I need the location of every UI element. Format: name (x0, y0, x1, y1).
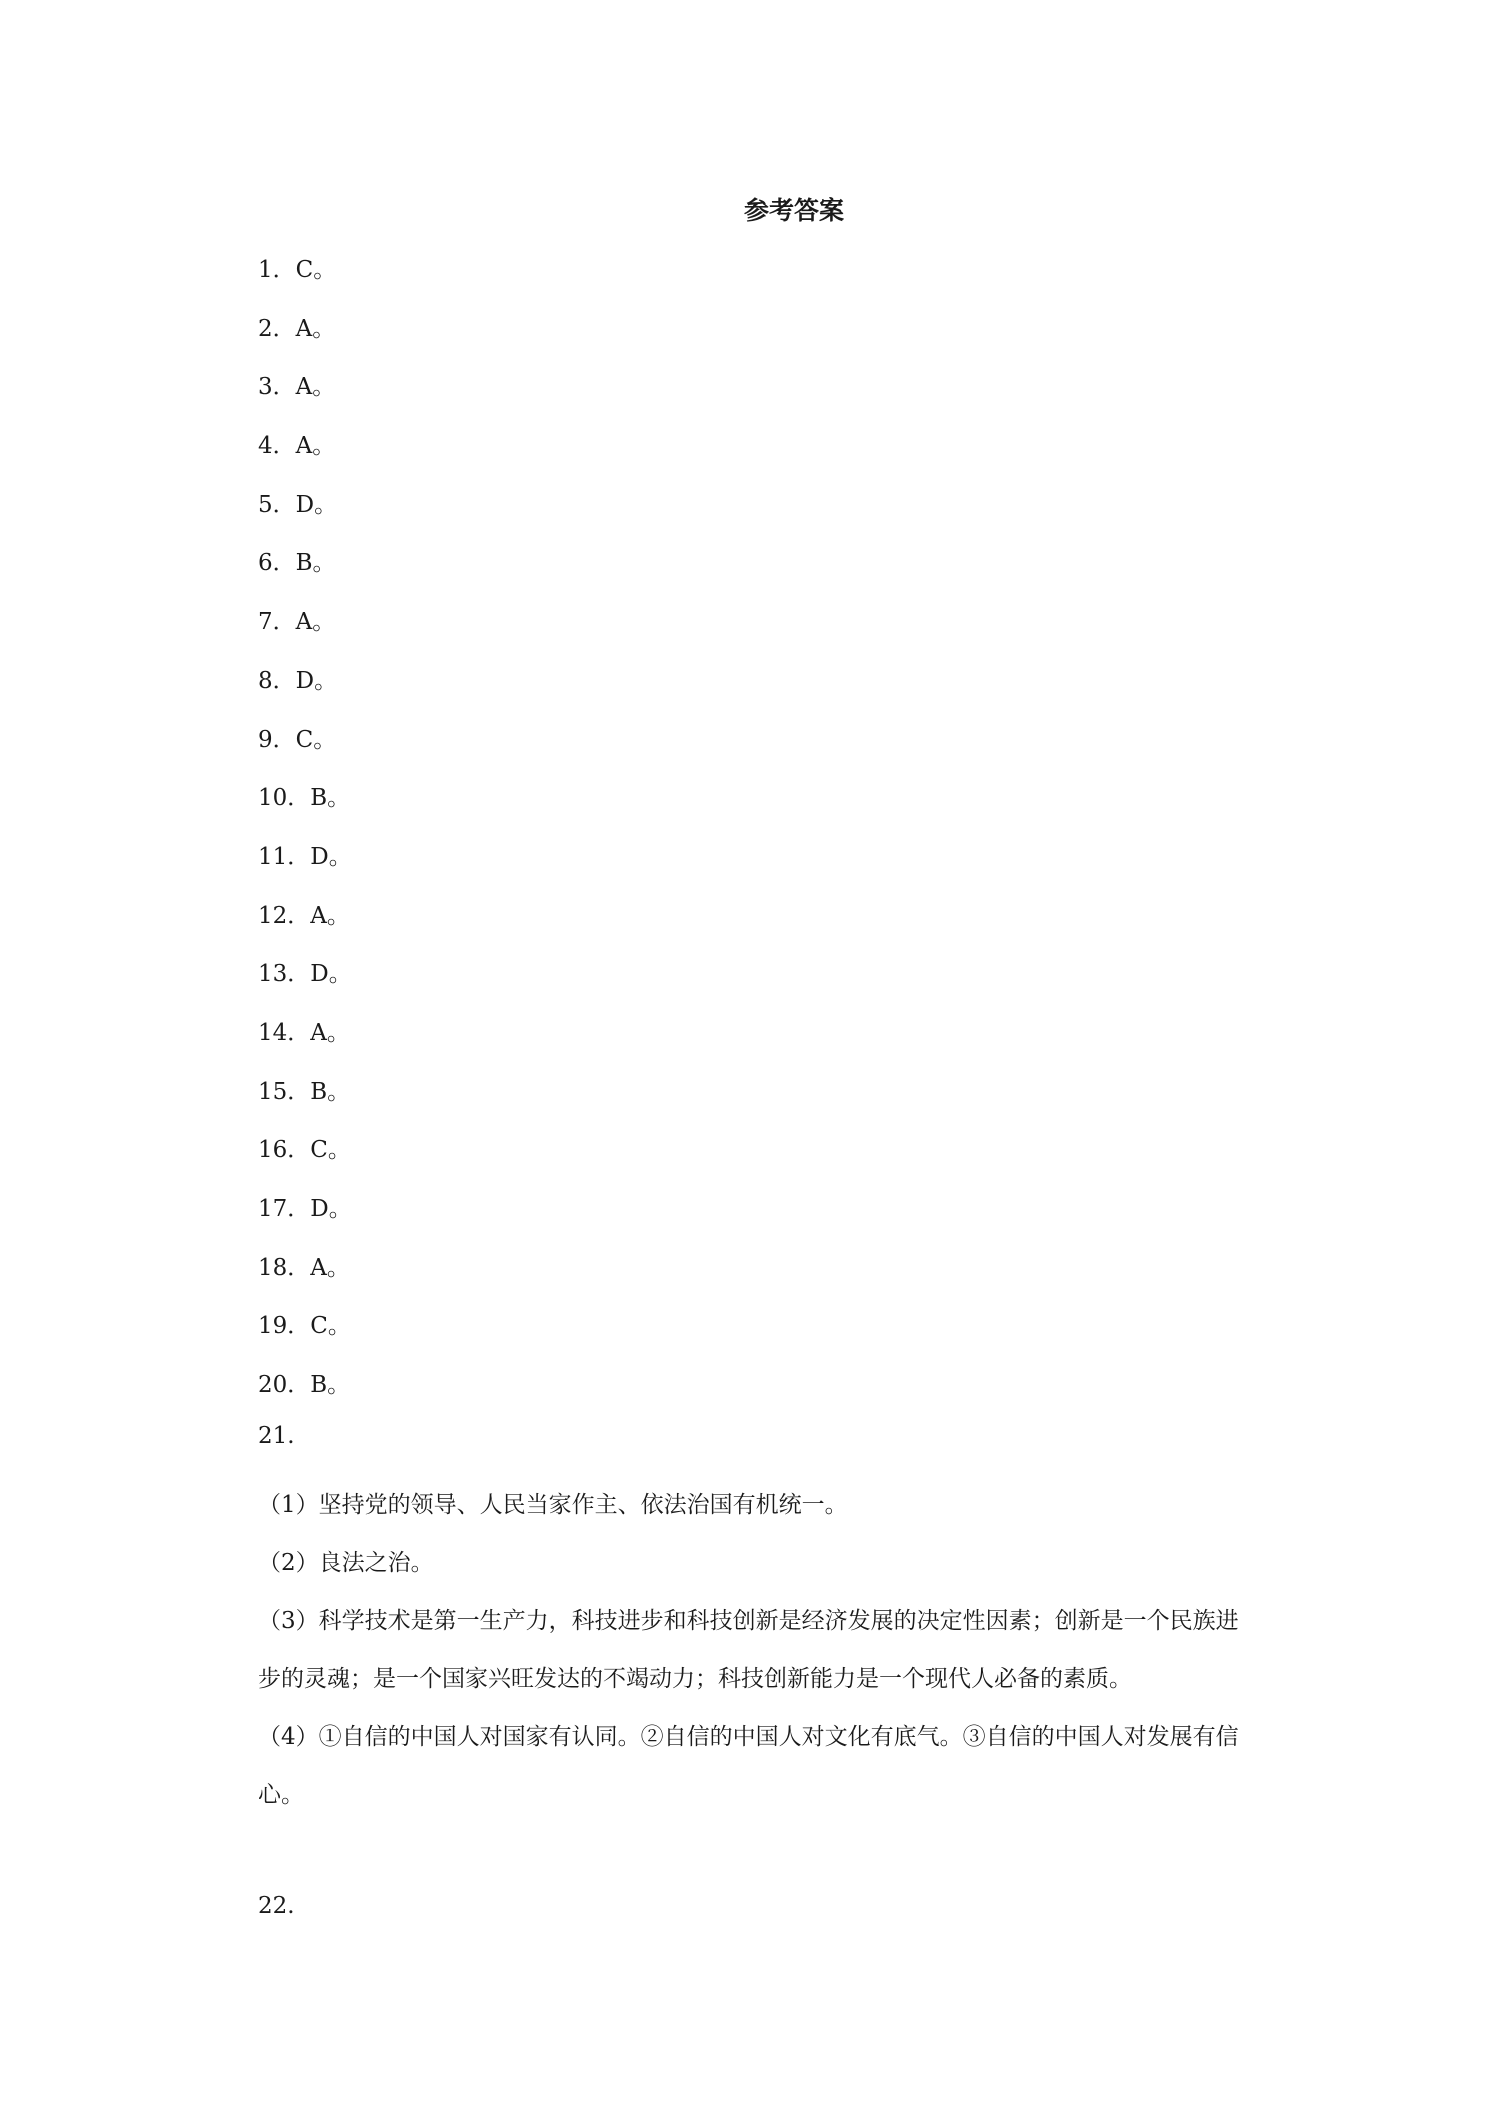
answer-item: 6．B。 (258, 550, 336, 577)
sub-answer-4: （4）①自信的中国人对国家有认同。②自信的中国人对文化有底气。③自信的中国人对发展有信心。 (258, 1724, 1239, 1808)
answer-list (258, 252, 1258, 1426)
answer-item: 14．A。 (258, 1019, 350, 1046)
answer-item: 19．C。 (258, 1313, 351, 1340)
sub-answer-1: （1）坚持党的领导、人民当家作主、依法治国有机统一。 (258, 1492, 848, 1518)
answer-item: 17．D。 (258, 1196, 352, 1222)
answer-item: 15．B。 (258, 1078, 351, 1105)
page-title: 参考答案 (743, 196, 844, 225)
answer-item: 18．A。 (258, 1254, 350, 1281)
answer-item: 2．A。 (258, 315, 336, 342)
answer-item: 4．A。 (258, 433, 336, 460)
answer-item: 9．C。 (258, 726, 337, 753)
answer-item: 7．A。 (258, 609, 336, 636)
question-21-answer (258, 1418, 1258, 1824)
answer-item: 1．C。 (258, 257, 337, 283)
answer-item: 20．B。 (258, 1372, 351, 1399)
sub-answer-3: （3）科学技术是第一生产力，科技进步和科技创新是经济发展的决定性因素；创新是一个民族进步的灵魂；是一个国家兴旺发达的不竭动力；科技创新能力是一个现代人必备的素质。 (258, 1608, 1239, 1692)
answer-item: 11．D。 (258, 843, 352, 870)
sub-answer-2: （2）良法之治。 (258, 1550, 434, 1576)
answer-item: 12．A。 (258, 902, 350, 929)
answer-item: 13．D。 (258, 961, 352, 988)
answer-item: 5．D。 (258, 491, 338, 518)
question-22-number: 22. (258, 1893, 295, 1919)
answer-item: 3．A。 (258, 374, 336, 401)
answer-item: 8．D。 (258, 667, 338, 694)
question-number: 21. (258, 1423, 295, 1449)
answer-item: 16．C。 (258, 1137, 351, 1164)
answer-item: 10．B。 (258, 785, 351, 812)
